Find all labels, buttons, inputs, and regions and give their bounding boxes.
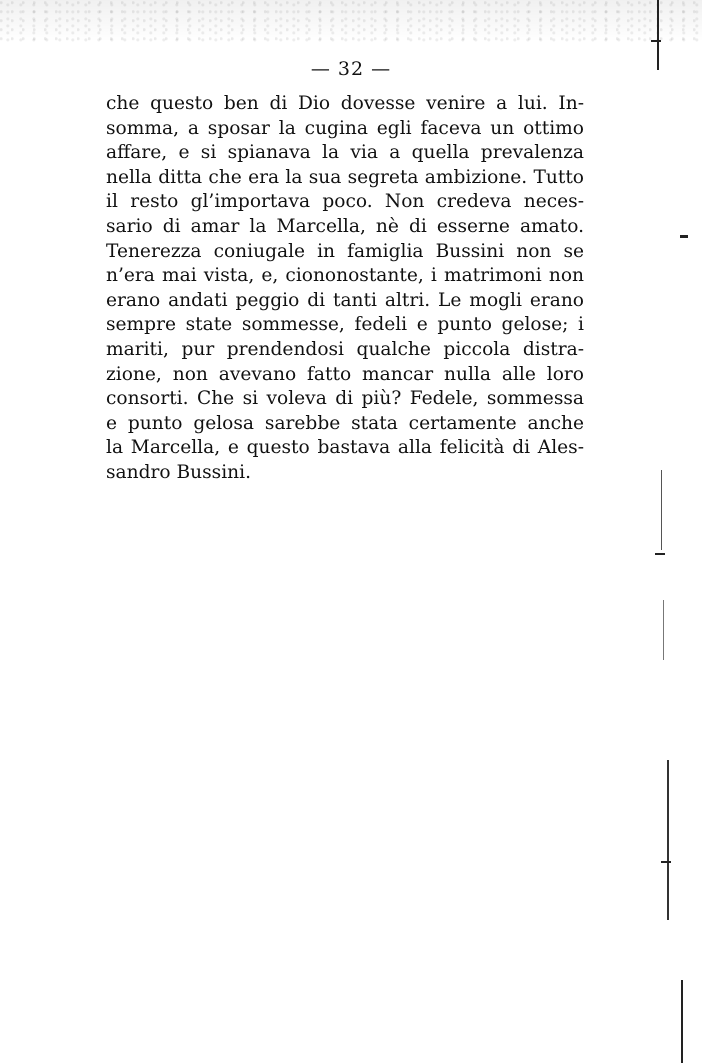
text-line: il resto gl’importava poco. Non credeva neces- <box>106 191 584 213</box>
text-line: sempre state sommesse, fedeli e punto gelose; i <box>106 314 584 336</box>
binding-tick-mark <box>655 553 665 555</box>
text-line: sandro Bussini. <box>106 461 252 483</box>
text-line: consorti. Che si voleva di più? Fedele, sommessa <box>106 388 584 410</box>
binding-tick-mark <box>661 861 671 863</box>
text-line: che questo ben di Dio dovesse venire a lui. In- <box>106 93 584 114</box>
text-line: sario di amar la Marcella, nè di esserne amato. <box>106 215 584 237</box>
text-line: n’era mai vista, e, ciononostante, i matrimoni non <box>106 265 584 287</box>
text-line: affare, e si spianava la via a quella prevalenza <box>106 142 584 164</box>
text-line: mariti, pur prendendosi qualche piccola distra- <box>106 338 584 360</box>
binding-edge-mark <box>681 980 683 1063</box>
text-line: erano andati peggio di tanti altri. Le mogli erano <box>106 289 584 311</box>
text-line: Tenerezza coniugale in famiglia Bussini non se <box>106 240 584 262</box>
binding-tick-mark <box>651 40 661 42</box>
scan-noise-band <box>0 0 702 42</box>
body-text <box>106 92 584 486</box>
page-number: — 32 — <box>310 58 392 80</box>
text-line: la Marcella, e questo bastava alla felicità di Ales- <box>106 437 584 459</box>
binding-edge-mark <box>663 600 664 660</box>
text-line: nella ditta che era la sua segreta ambizione. Tutto <box>106 166 584 188</box>
binding-edge-mark <box>661 470 662 550</box>
binding-tick-mark <box>680 235 688 238</box>
text-line: e punto gelosa sarebbe stata certamente anche <box>106 412 584 434</box>
text-line: zione, non avevano fatto mancar nulla alle loro <box>106 363 584 385</box>
binding-edge-mark <box>667 760 669 920</box>
text-line: somma, a sposar la cugina egli faceva un ottimo <box>106 117 584 139</box>
